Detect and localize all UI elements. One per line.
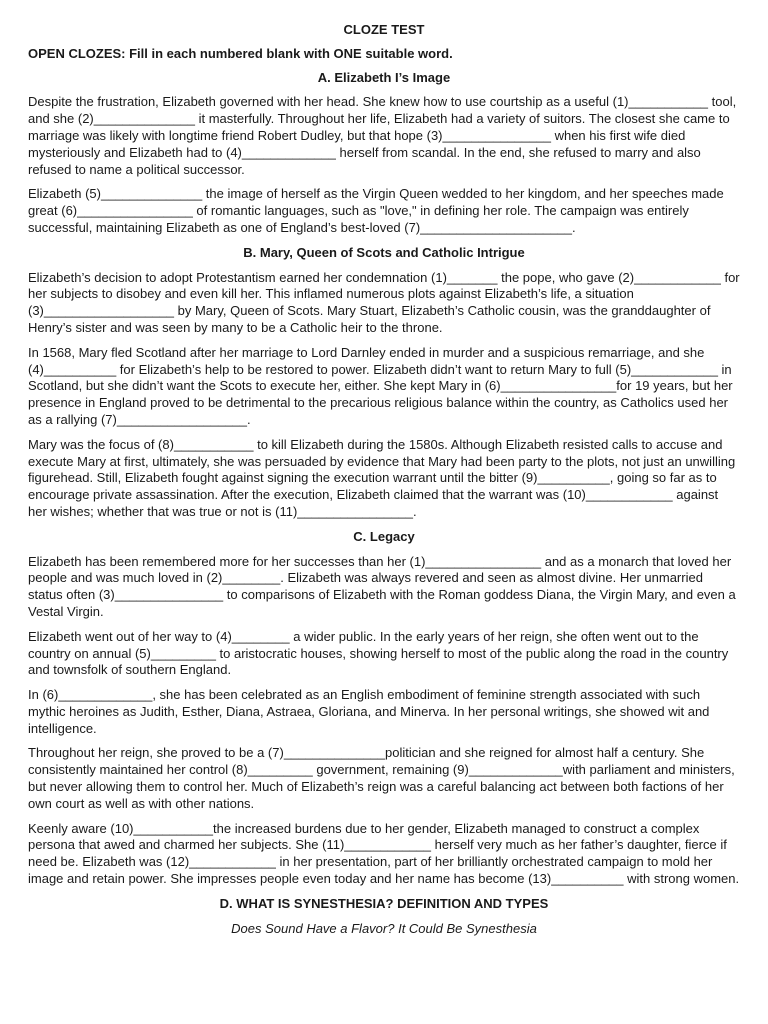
section-d-subtitle: Does Sound Have a Flavor? It Could Be Synesthesia — [231, 920, 537, 936]
instructions: OPEN CLOZES: Fill in each numbered blank with ONE suitable word. — [28, 45, 453, 61]
section-c-paragraph-3: In (6)_____________, she has been celebrated as an English embodiment of feminine strength associated with such mythic heroines as Judith, Esther, Diana, Astraea, Gloriana, and Minerva. In her personal writings, she showed wit and intelligence. — [28, 687, 710, 736]
section-b — [28, 245, 740, 521]
section-c — [28, 529, 740, 888]
section-b-paragraph-2: In 1568, Mary fled Scotland after her marriage to Lord Darnley ended in murder and a suspicious remarriage, and she (4)__________ for Elizabeth’s help to be restored to power. Elizabeth didn’t want to return Mary to full (5)____________ in Scotland, but she didn’t want the Scots to execute her, either. She kept Mary in (6)________________for 19 years, but her presence in England proved to be detrimental to the precarious religious balance within the country, as Catholics used her as a rallying (7)__________________. — [28, 344, 733, 427]
section-d-heading: D. WHAT IS SYNESTHESIA? DEFINITION AND TYPES — [219, 895, 549, 911]
section-a-heading: A. Elizabeth I’s Image — [317, 69, 451, 85]
section-a-paragraph-2: Elizabeth (5)______________ the image of herself as the Virgin Queen wedded to her kingdom, and her speeches made great (6)________________ of romantic languages, such as "love," in defining her role. The campaign was entirely successful, maintaining Elizabeth as one of England’s best-loved (7)_____________________. — [28, 186, 724, 235]
section-b-paragraph-1: Elizabeth’s decision to adopt Protestantism earned her condemnation (1)_______ the pope, who gave (2)____________ for her subjects to disobey and even kill her. This inflamed numerous plots against Elizabeth’s life, a situation (3)__________________ by Mary, Queen of Scots. Mary Stuart, Elizabeth’s Catholic cousin, was the granddaughter of Henry’s sister and was seen by many to be a Catholic heir to the throne. — [28, 269, 740, 335]
document-title: CLOZE TEST — [343, 22, 425, 37]
section-c-paragraph-5: Keenly aware (10)___________the increased burdens due to her gender, Elizabeth managed to construct a complex persona that awed and charmed her subjects. She (11)____________ herself very much as her father’s daughter, fierce if need be. Elizabeth was (12)____________ in her presentation, part of her brilliantly orchestrated campaign to mold her image and retain power. She impresses people even today and her name has become (13)__________ with strong women. — [28, 820, 740, 887]
section-d — [28, 896, 740, 938]
section-b-heading: B. Mary, Queen of Scots and Catholic Intrigue — [243, 244, 525, 260]
section-c-paragraph-1: Elizabeth has been remembered more for her successes than her (1)________________ and as a monarch that loved her people and was much loved in (2)________. Elizabeth was always revered and seen as almost divine. Her unmarried status often (3)_______________ to comparisons of Elizabeth with the Roman goddess Diana, the Virgin Mary, and even a Vestal Virgin. — [28, 553, 736, 619]
section-a — [28, 70, 740, 237]
section-c-paragraph-2: Elizabeth went out of her way to (4)________ a wider public. In the early years of her reign, she often went out to the country on annual (5)_________ to aristocratic houses, showing herself to most of the public along the road in the country and townsfolk of southern England. — [28, 628, 729, 678]
section-c-heading: C. Legacy — [353, 528, 415, 544]
section-b-paragraph-3: Mary was the focus of (8)___________ to kill Elizabeth during the 1580s. Although Elizabeth resisted calls to accuse and execute Mary at first, ultimately, she was persuaded by evidence that Mary had been party to the plots, not just an unwilling figurehead. Still, Elizabeth fought against signing the execution warrant until the bitter (9)__________, going so far as to encourage private assassination. After the execution, Elizabeth claimed that the warrant was (10)____________ against her wishes; whether that was true or not is (11)________________. — [28, 436, 736, 519]
cloze-test-document — [28, 22, 740, 937]
section-c-paragraph-4: Throughout her reign, she proved to be a (7)______________politician and she reigned for almost half a century. She consistently maintained her control (8)_________ government, remaining (9)_____________with parliament and ministers, but never allowing them to control her. Much of Elizabeth’s reign was a careful balancing act between both factions of her own court as well as with other nations. — [28, 745, 735, 811]
section-a-paragraph-1: Despite the frustration, Elizabeth governed with her head. She knew how to use courtship as a useful (1)___________ tool, and she (2)______________ it masterfully. Throughout her life, Elizabeth had a variety of suitors. The closest she came to marriage was likely with longtime friend Robert Dudley, but that hope (3)_______________ when his first wife died mysteriously and Elizabeth had to (4)_____________ herself from scandal. In the end, she refused to marry and also refused to name a political successor. — [28, 94, 737, 177]
